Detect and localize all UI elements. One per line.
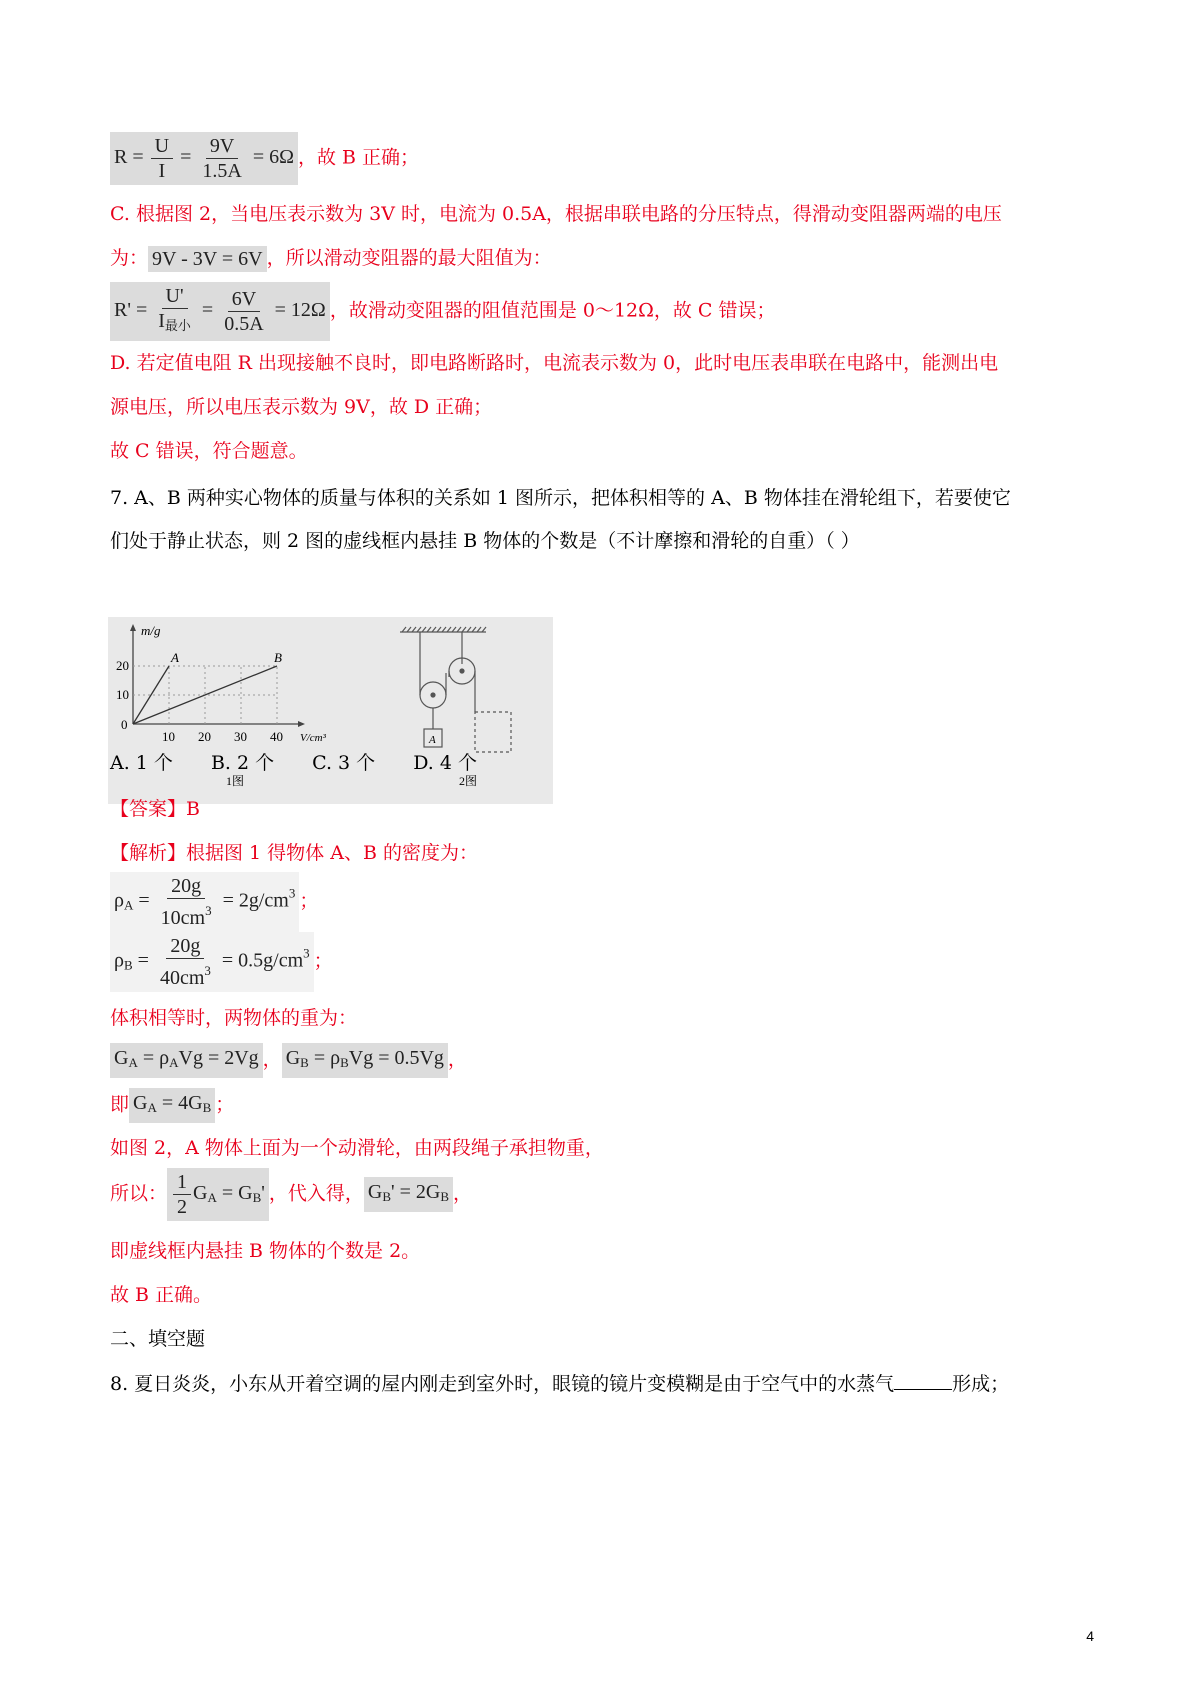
option-d-explanation-cont: 源电压，所以电压表示数为 9V，故 D 正确；	[110, 396, 493, 418]
hatch-line	[402, 627, 406, 632]
formula-density-a	[110, 872, 318, 932]
comma: ，	[262, 1048, 282, 1071]
subscript: A	[147, 1100, 157, 1115]
series-a-label: A	[171, 650, 179, 665]
g-symbol: G	[114, 1047, 129, 1069]
dashed-frame	[475, 712, 511, 752]
option-c-explanation: C. 根据图 2，当电压表示数为 3V 时，电流为 0.5A，根据串联电路的分压特点，得滑动变阻器两端的电压	[110, 203, 1002, 225]
text: ，所以滑动变阻器的最大阻值为：	[266, 247, 552, 269]
comma: ，	[453, 1182, 473, 1205]
option-d-explanation: D. 若定值电阻 R 出现接触不良时，即电路断路时，电流表示数为 0，此时电压表串联在电路中，能测出电	[110, 352, 999, 374]
ceiling-hatch	[402, 627, 486, 632]
formula-result: = 4G	[156, 1092, 203, 1114]
subscript: A	[128, 1055, 138, 1070]
text: ，故滑动变阻器的阻值范围是 0～12Ω，故 C 错误；	[329, 299, 776, 322]
option-b[interactable]: B. 2 个	[210, 752, 275, 774]
prime: '	[261, 1182, 265, 1205]
final-conclusion: 故 B 正确。	[110, 1284, 213, 1306]
fraction	[156, 934, 215, 990]
g-symbol: G	[133, 1092, 148, 1114]
text: ，代入得，	[268, 1182, 364, 1205]
hatch-line	[462, 627, 466, 632]
formula-box	[110, 132, 298, 185]
superscript: 3	[303, 945, 310, 961]
analysis-text: 根据图 1 得物体 A、B 的密度为：	[186, 842, 478, 864]
equals: =	[196, 299, 219, 322]
fraction	[151, 134, 173, 183]
x-tick-label: 10	[162, 729, 175, 744]
object-a-label: A	[429, 734, 436, 746]
hatch-line	[447, 627, 451, 632]
option-c[interactable]: C. 3 个	[312, 752, 376, 774]
formula-box: $\rho_A$ = $\frac{20g}{10cm^3}$ = $2g/cm^3$	[110, 872, 299, 932]
figure-2-caption: 2图	[459, 774, 478, 788]
figure-1-caption: 1图	[226, 774, 245, 788]
fraction	[157, 874, 216, 930]
hatch-line	[482, 627, 486, 632]
fraction	[173, 1170, 191, 1219]
subscript: B	[123, 957, 133, 973]
fraction	[198, 134, 245, 183]
option-d[interactable]: D. 4 个	[413, 752, 477, 774]
denominator	[156, 959, 215, 990]
hatch-line	[472, 627, 476, 632]
option-c-voltage	[110, 245, 552, 272]
option-a[interactable]: A. 1 个	[110, 752, 173, 774]
pulley-formula	[110, 1168, 472, 1221]
comma: ，	[447, 1048, 467, 1071]
formula-box: $\rho_B$ = $\frac{20g}{40cm^3}$ = $0.5g/cm^3$	[110, 932, 314, 992]
hatch-line	[452, 627, 456, 632]
formula-lhs: R =	[114, 146, 149, 169]
question-8-text: 8. 夏日炎炎，小东从开着空调的屋内刚走到室外时，眼镜的镜片变模糊是由于空气中的水蒸气	[110, 1373, 895, 1395]
rho-symbol: = ρ	[308, 1047, 341, 1069]
subscript: A	[169, 1055, 179, 1070]
superscript: 3	[204, 963, 211, 978]
hatch-line	[442, 627, 446, 632]
formula-box	[110, 1043, 263, 1078]
page-number: 4	[1086, 1628, 1094, 1644]
subscript: A	[207, 1190, 217, 1206]
denominator: 0.5A	[224, 313, 264, 335]
formula-box	[129, 1088, 215, 1123]
text: 为：	[110, 247, 149, 269]
semicolon: ；	[215, 1093, 235, 1116]
conclusion: 故 C 错误，符合题意。	[110, 440, 308, 462]
denominator-value: 10cm	[160, 907, 206, 929]
subscript: B	[440, 1189, 450, 1204]
y-axis-label: m/g	[141, 623, 161, 638]
formula-box	[110, 282, 330, 341]
rho-symbol: ρ	[114, 949, 124, 972]
formula-result: = 12Ω	[269, 299, 326, 322]
denominator-value: 40cm	[159, 967, 205, 989]
question-8	[110, 1371, 1009, 1397]
semicolon: ；	[313, 950, 333, 972]
formula-density-b	[110, 932, 333, 992]
hatch-line	[432, 627, 436, 632]
superscript: 3	[288, 885, 296, 901]
formula-lhs: R' =	[114, 299, 153, 322]
y-tick-label: 20	[116, 658, 129, 673]
formula-resistance	[110, 132, 419, 185]
hatch-line	[422, 627, 426, 632]
series-b-label: B	[274, 650, 282, 665]
analysis	[110, 840, 478, 866]
formula-max-resistance	[110, 282, 776, 341]
fraction	[154, 284, 195, 339]
equals: =	[175, 146, 197, 169]
formula-result: = 2g/cm	[222, 889, 289, 912]
g-symbol: G	[367, 1181, 383, 1203]
hatch-line	[412, 627, 416, 632]
numerator: 20g	[166, 934, 204, 959]
x-axis-arrow	[298, 721, 305, 727]
numerator: U	[151, 134, 173, 159]
movable-pulley-center	[431, 693, 435, 697]
pulley-explanation: 如图 2，A 物体上面为一个动滑轮，由两段绳子承担物重，	[110, 1137, 604, 1159]
formula-result: ' = 2G	[391, 1181, 441, 1203]
hatch-line	[467, 627, 471, 632]
denominator: I	[158, 160, 166, 182]
x-tick-label: 40	[270, 729, 283, 744]
analysis-tag: 【解析】	[110, 842, 187, 864]
subscript: A	[123, 897, 134, 913]
weight-intro: 体积相等时，两物体的重为：	[110, 1007, 358, 1029]
formula-result: Vg = 2Vg	[178, 1047, 259, 1069]
y-axis-arrow	[130, 624, 136, 631]
formula-result: = 6Ω	[247, 146, 294, 169]
denominator: 1.5A	[202, 160, 242, 182]
subscript: B	[340, 1055, 349, 1070]
numerator: 1	[173, 1170, 191, 1195]
section-heading: 二、填空题	[110, 1328, 206, 1350]
rho-symbol: ρ	[114, 889, 124, 912]
subscript: 最小	[164, 319, 191, 334]
fill-blank[interactable]	[894, 1371, 952, 1390]
hatch-line	[477, 627, 481, 632]
ratio-formula	[110, 1088, 234, 1123]
formula-box: 9V - 3V = 6V	[148, 246, 267, 272]
hatch-line	[427, 627, 431, 632]
rho-symbol: = ρ	[137, 1047, 170, 1069]
text: 所以：	[110, 1182, 168, 1205]
fraction	[220, 287, 267, 336]
x-tick-label: 30	[234, 729, 247, 744]
hatch-line	[417, 627, 421, 632]
question-8-suffix: 形成；	[952, 1373, 1010, 1395]
formula-result: = 0.5g/cm	[221, 949, 304, 972]
answer: 【答案】B	[110, 798, 200, 820]
formula-box	[167, 1168, 269, 1221]
denominator: 2	[177, 1196, 188, 1218]
axis-ticks	[116, 658, 283, 744]
subscript: B	[300, 1055, 309, 1070]
fixed-pulley-center	[460, 669, 464, 673]
superscript: 3	[205, 903, 212, 918]
weights-formula	[110, 1043, 467, 1078]
count-conclusion: 即虚线框内悬挂 B 物体的个数是 2。	[110, 1240, 421, 1262]
subscript: B	[202, 1100, 212, 1115]
current-symbol: I	[158, 310, 165, 332]
y-tick-label: 10	[116, 687, 129, 702]
subscript: B	[382, 1189, 392, 1204]
text: 即	[110, 1093, 130, 1116]
hatch-line	[437, 627, 441, 632]
hatch-line	[457, 627, 461, 632]
x-tick-label: 20	[198, 729, 211, 744]
formula-result: Vg = 0.5Vg	[348, 1047, 444, 1069]
numerator: 9V	[206, 134, 238, 159]
question-7-cont: 们处于静止状态，则 2 图的虚线框内悬挂 B 物体的个数是（不计摩擦和滑轮的自重）（ ）	[110, 530, 860, 552]
denominator	[157, 899, 216, 930]
numerator: U'	[162, 284, 188, 309]
options	[110, 750, 477, 776]
text: ，故 B 正确；	[297, 146, 420, 169]
subscript: B	[252, 1190, 262, 1206]
formula-box	[282, 1043, 448, 1078]
pulley-diagram	[400, 627, 511, 752]
formula-result: = G	[216, 1182, 253, 1205]
hatch-line	[407, 627, 411, 632]
numerator: 20g	[167, 874, 205, 899]
g-symbol: G	[193, 1182, 208, 1205]
denominator	[154, 309, 195, 339]
numerator: 6V	[228, 287, 260, 312]
formula-box	[364, 1177, 453, 1212]
question-7: 7. A、B 两种实心物体的质量与体积的关系如 1 图所示，把体积相等的 A、B 物体挂在滑轮组下，若要使它	[110, 487, 1011, 509]
origin-label: 0	[121, 717, 128, 732]
semicolon: ；	[299, 890, 319, 912]
x-axis-label: V/cm³	[300, 732, 326, 744]
g-symbol: G	[285, 1047, 301, 1069]
